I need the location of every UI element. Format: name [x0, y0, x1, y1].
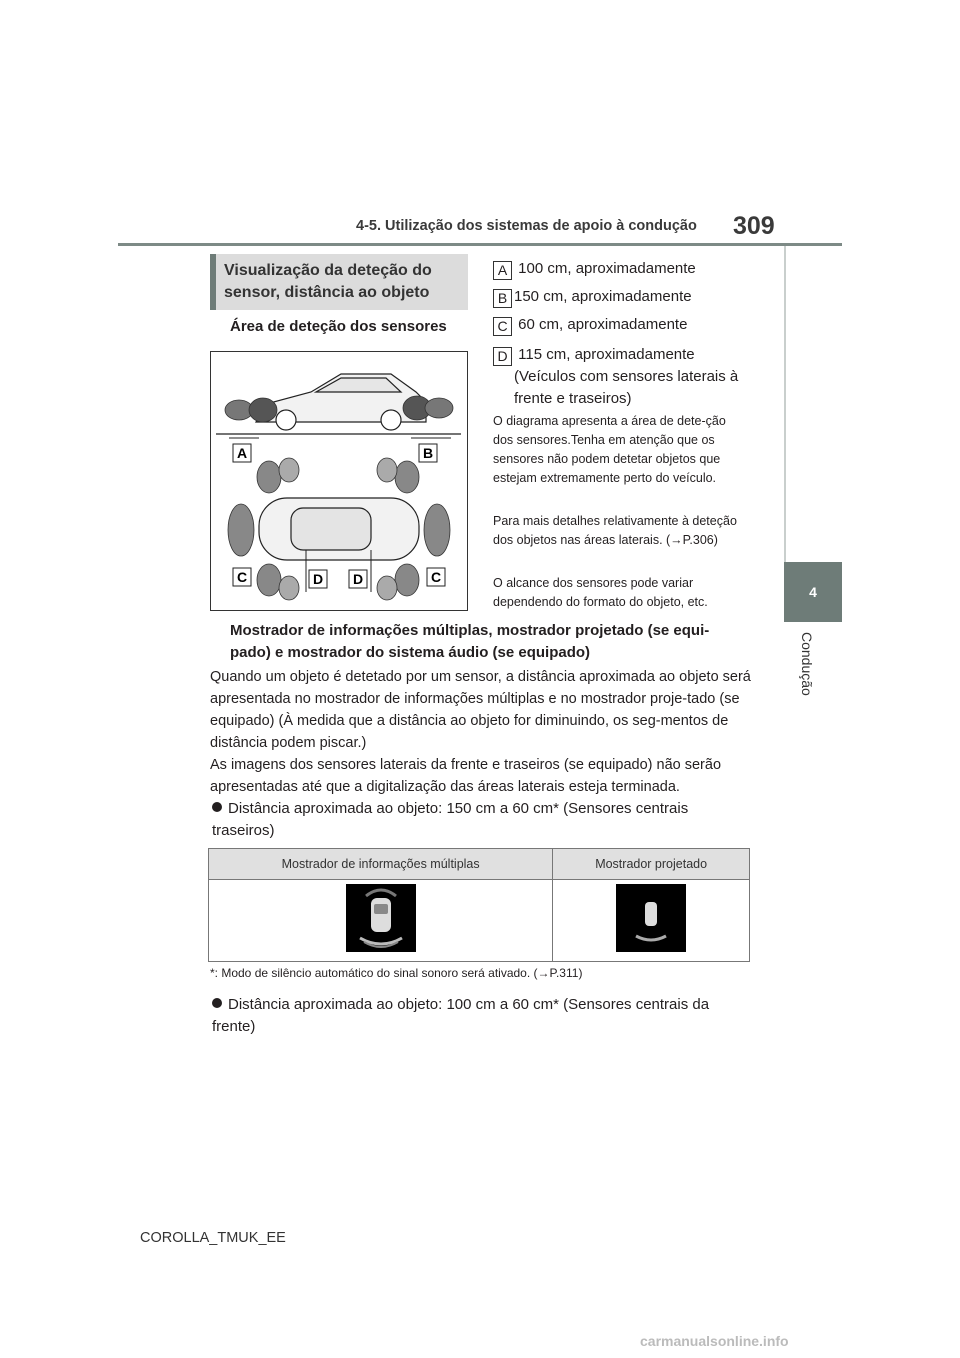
legend-key: A: [493, 261, 512, 280]
legend-item-b: [493, 286, 692, 308]
bullet-text: Distância aproximada ao objeto: 100 cm a 60 cm* (Sensores centrais da frente): [212, 996, 710, 1035]
legend-item-d: [493, 344, 753, 410]
legend-text: 115 cm, aproximadamente: [514, 346, 695, 363]
legend-key: B: [493, 289, 512, 308]
hud-display-svg: [616, 884, 686, 952]
legend-text: 150 cm, aproximadamente: [514, 288, 692, 305]
chapter-tab[interactable]: [784, 562, 842, 622]
mid-display-image: [346, 884, 416, 952]
watermark: carmanualsonline.info: [640, 1333, 789, 1349]
bullet-dot: [212, 802, 222, 812]
section-heading: Visualização da deteção do sensor, distância ao objeto: [210, 254, 468, 310]
legend-item-c: [493, 314, 687, 336]
top-view-car: [259, 498, 419, 560]
subheading: Mostrador de informações múltiplas, mostrador projetado (se equi-pado) e mostrador do sistema áudio (se equipado): [230, 622, 710, 661]
legend-key: C: [493, 317, 512, 336]
label-b: B: [423, 445, 434, 461]
sensor-diagram-svg: [211, 352, 467, 610]
hud-display-image: [616, 884, 686, 952]
bullet-2: [212, 994, 752, 1038]
chapter-number: 4: [809, 584, 817, 600]
legend-text: 100 cm, aproximadamente: [514, 260, 696, 277]
footnote: *: Modo de silêncio automático do sinal sonoro será ativado. (→P.311): [210, 966, 583, 980]
table-header: Mostrador projetado: [553, 849, 750, 880]
header-rule: [118, 243, 842, 246]
bullet-text: Distância aproximada ao objeto: 150 cm a 60 cm* (Sensores centrais traseiros): [212, 800, 689, 839]
side-view-car: [256, 374, 426, 430]
diagram-caption: Área de deteção dos sensores: [230, 318, 447, 335]
bullet-1: [212, 798, 752, 842]
chapter-label: Condução: [799, 632, 815, 696]
label-c-left: C: [237, 569, 248, 585]
hud-display-cell: [553, 880, 750, 962]
side-rule: [784, 246, 786, 562]
bullet-dot: [212, 998, 222, 1008]
display-table: [208, 848, 750, 962]
legend-text: 60 cm, aproximadamente: [514, 316, 688, 333]
sensor-diagram: [210, 351, 468, 611]
label-d-left: D: [313, 571, 324, 587]
table-header: Mostrador de informações múltiplas: [209, 849, 553, 880]
legend-item-a: [493, 258, 696, 280]
label-c-right: C: [431, 569, 442, 585]
page-number: 309: [733, 212, 775, 240]
mid-display-svg: [346, 884, 416, 952]
footer-code: COROLLA_TMUK_EE: [140, 1230, 286, 1246]
legend-key: D: [493, 347, 512, 366]
note-2: Para mais detalhes relativamente à deteção dos objetos nas áreas laterais. (→P.306): [493, 514, 737, 547]
paragraph-1: Quando um objeto é detetado por um sensor, a distância aproximada ao objeto será apresentada no mostrador de informações múltiplas e no mostrador proje-tado (se equipado) (À medida que a distância ao objeto for diminuindo, os seg-mentos de distância podem piscar.): [210, 669, 751, 751]
label-a: A: [237, 445, 248, 461]
mid-display-cell: [209, 880, 553, 962]
running-header: 4-5. Utilização dos sistemas de apoio à condução: [356, 218, 697, 234]
note-3: O alcance dos sensores pode variar dependendo do formato do objeto, etc.: [493, 576, 708, 609]
note-1: O diagrama apresenta a área de dete-ção dos sensores.Tenha em atenção que os sensores não podem detetar objetos que estejam extremamente perto do veículo.: [493, 414, 726, 485]
legend-extra: (Veículos com sensores laterais à frente e traseiros): [514, 368, 739, 407]
label-d-right: D: [353, 571, 364, 587]
paragraph-2: As imagens dos sensores laterais da frente e traseiros (se equipado) não serão apresentadas até que a digitalização das áreas laterais esteja terminada.: [210, 757, 722, 795]
